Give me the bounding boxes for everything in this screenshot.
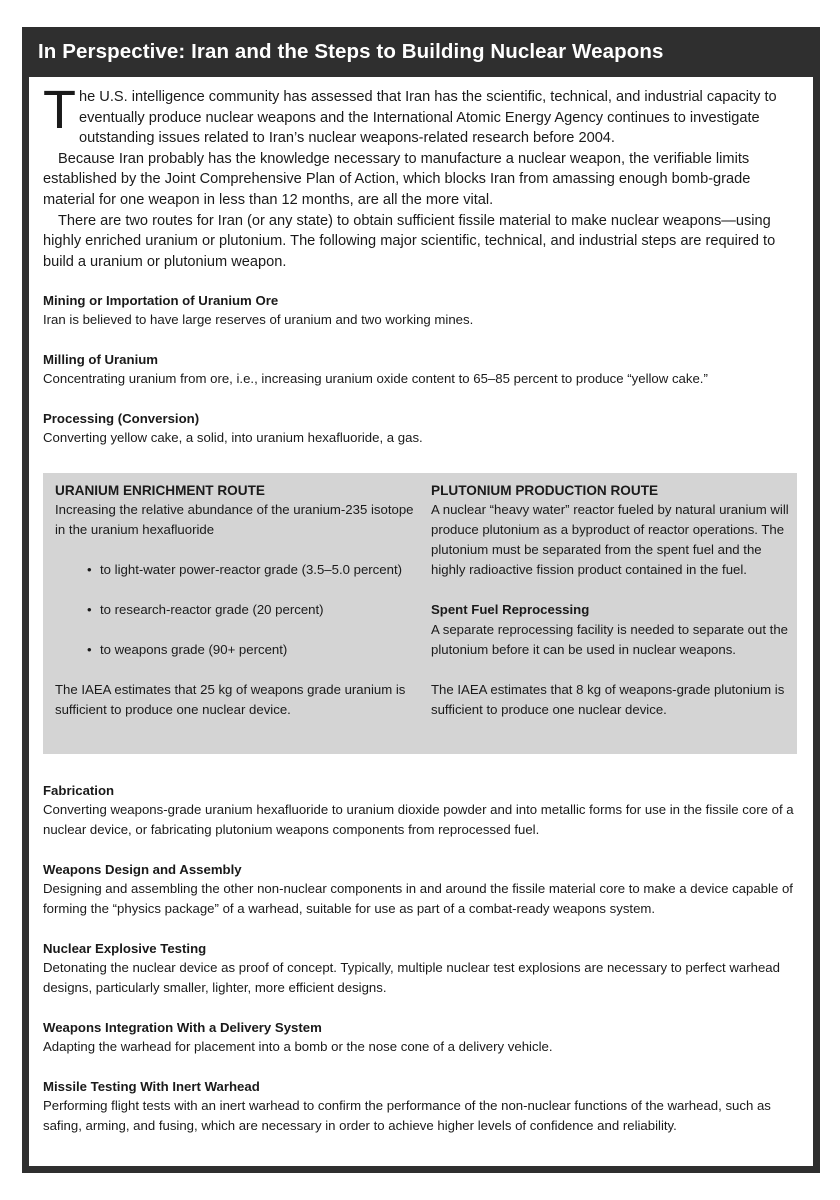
- list-item: • to light-water power-reactor grade (3.5–5.0 percent): [87, 560, 415, 580]
- step-heading: Nuclear Explosive Testing: [43, 941, 207, 956]
- title-bar: [22, 27, 820, 77]
- intro-section: [43, 80, 796, 272]
- step-text: Detonating the nuclear device as proof of concept. Typically, multiple nuclear test explosions are necessary to perfect warhead designs, particularly smaller, lighter, more efficient designs.: [43, 960, 780, 995]
- step-processing: [43, 409, 803, 448]
- list-item: • to weapons grade (90+ percent): [87, 640, 415, 660]
- step-heading: Milling of Uranium: [43, 352, 159, 367]
- step-text: Designing and assembling the other non-nuclear components in and around the fissile material core to make a device capable of forming the “physics package” of a warhead, suitable for use as part of a combat-ready weapons system.: [43, 881, 793, 916]
- step-text: Adapting the warhead for placement into a bomb or the nose cone of a delivery vehicle.: [43, 1039, 553, 1054]
- drop-cap: T: [43, 80, 76, 140]
- intro-paragraph-1-text: he U.S. intelligence community has assessed that Iran has the scientific, technical, and industrial capacity to eventually produce nuclear weapons and the International Atomic Energy Agency continues to investigate outstanding issues related to Iran’s nuclear weapons-related research before 2004.: [79, 89, 777, 147]
- step-heading: Mining or Importation of Uranium Ore: [43, 293, 279, 308]
- step-missile-testing: [43, 1077, 803, 1136]
- page-title: In Perspective: Iran and the Steps to Building Nuclear Weapons: [38, 40, 664, 63]
- step-weapons-integration: [43, 1018, 803, 1057]
- intro-paragraph-1: [43, 80, 796, 149]
- step-text: Concentrating uranium from ore, i.e., increasing uranium oxide content to 65–85 percent to produce “yellow cake.”: [43, 371, 708, 386]
- step-weapons-design: [43, 860, 803, 919]
- step-explosive-testing: [43, 939, 803, 998]
- plutonium-route-heading: PLUTONIUM PRODUCTION ROUTE: [431, 483, 659, 498]
- uranium-route-heading: URANIUM ENRICHMENT ROUTE: [55, 483, 265, 498]
- routes-panel: [43, 473, 797, 754]
- steps-list-bottom: [43, 781, 803, 1156]
- uranium-route-text: Increasing the relative abundance of the uranium-235 isotope in the uranium hexafluoride: [55, 502, 414, 537]
- step-text: Converting weapons-grade uranium hexafluoride to uranium dioxide powder and into metallic forms for use in the fissile core of a nuclear device, or fabricating plutonium weapons components from reprocessed fuel.: [43, 802, 794, 837]
- intro-paragraph-2: Because Iran probably has the knowledge necessary to manufacture a nuclear weapon, the verifiable limits established by the Joint Comprehensive Plan of Action, which blocks Iran from amassing enough bomb-grade material for one weapon in less than 12 months, are all the more vital.: [43, 150, 751, 208]
- list-item: • to research-reactor grade (20 percent): [87, 600, 415, 620]
- plutonium-production-route: [431, 481, 791, 720]
- step-heading: Missile Testing With Inert Warhead: [43, 1079, 260, 1094]
- uranium-enrichment-route: [55, 481, 415, 720]
- step-text: Performing flight tests with an inert warhead to confirm the performance of the non-nuclear functions of the warhead, such as safing, arming, and fusing, which are necessary in order to achieve higher levels of confidence and reliability.: [43, 1098, 771, 1133]
- step-heading: Processing (Conversion): [43, 411, 200, 426]
- plutonium-route-text: A nuclear “heavy water” reactor fueled by natural uranium will produce plutonium as a byproduct of reactor operations. The plutonium must be separated from the spent fuel and the highly radioactive fission product contained in the fuel.: [431, 502, 789, 577]
- step-fabrication: [43, 781, 803, 840]
- enrichment-grades-list: [55, 560, 415, 660]
- step-mining: [43, 291, 803, 330]
- uranium-estimate: The IAEA estimates that 25 kg of weapons grade uranium is sufficient to produce one nuclear device.: [55, 682, 406, 717]
- step-text: Converting yellow cake, a solid, into uranium hexafluoride, a gas.: [43, 430, 423, 445]
- step-heading: Weapons Integration With a Delivery System: [43, 1020, 322, 1035]
- steps-list-top: [43, 291, 803, 468]
- intro-paragraph-3: There are two routes for Iran (or any state) to obtain sufficient fissile material to make nuclear weapons—using highly enriched uranium or plutonium. The following major scientific, technical, and industrial steps are required to build a uranium or plutonium weapon.: [43, 212, 776, 270]
- step-text: Iran is believed to have large reserves of uranium and two working mines.: [43, 312, 474, 327]
- reprocessing-text: A separate reprocessing facility is needed to separate out the plutonium before it can be used in nuclear weapons.: [431, 622, 789, 657]
- reprocessing-heading: Spent Fuel Reprocessing: [431, 602, 590, 617]
- step-heading: Fabrication: [43, 783, 115, 798]
- plutonium-estimate: The IAEA estimates that 8 kg of weapons-grade plutonium is sufficient to produce one nuclear device.: [431, 682, 785, 717]
- step-milling: [43, 350, 803, 389]
- step-heading: Weapons Design and Assembly: [43, 862, 242, 877]
